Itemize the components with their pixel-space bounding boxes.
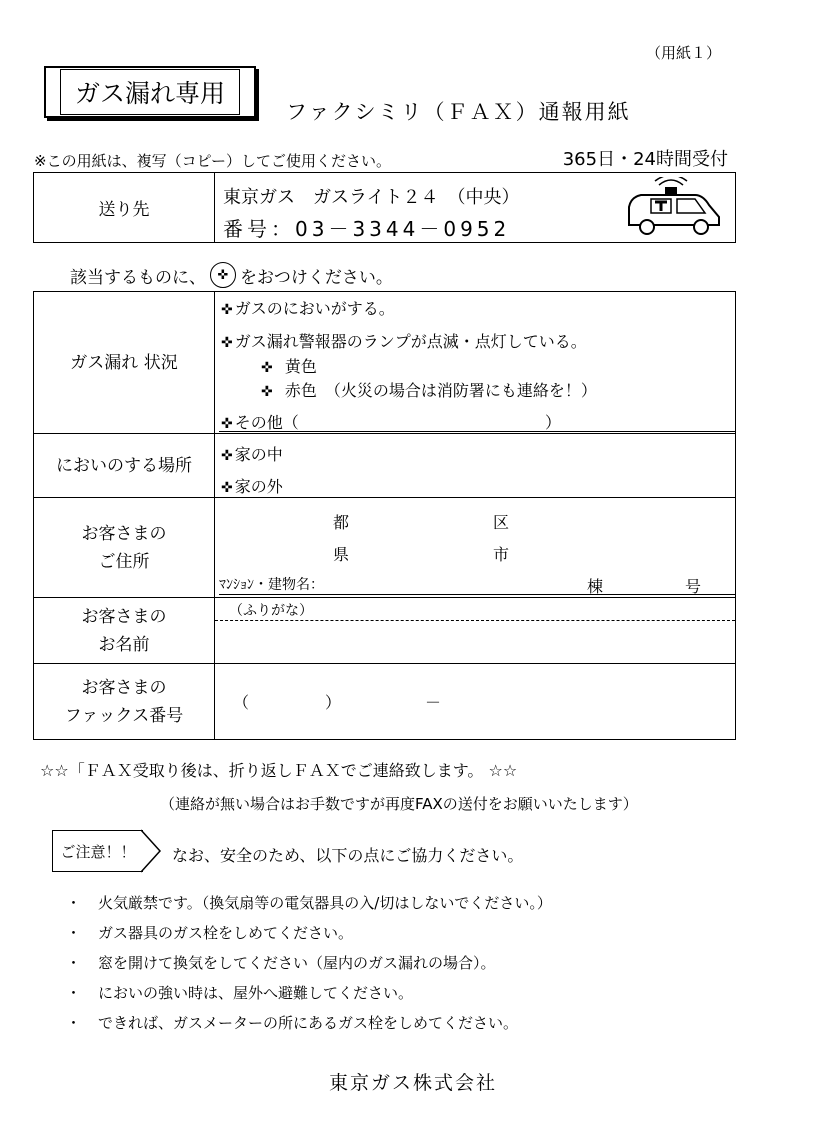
diamond-icon: ✜ (221, 335, 233, 351)
send-fax-number: 番号：03－3344－0952 (223, 217, 511, 241)
send-to-content (215, 173, 736, 243)
diamond-icon: ✜ (221, 448, 233, 464)
instruction-before: 該当するものに、 (70, 267, 206, 288)
list-item: ・ ガス器具のガス栓をしめてください。 (66, 924, 354, 942)
option-yellow[interactable]: ✜ 黄色 (261, 357, 317, 376)
send-destination: 東京ガス ガスライト２４ （中央） (223, 187, 520, 208)
name-furigana: （ふりがな） (229, 603, 313, 619)
diamond-icon: ✜ (221, 416, 233, 432)
option-red[interactable]: ✜ 赤色 （火災の場合は消防署にも連絡を！） (261, 381, 597, 400)
status-content (215, 292, 736, 434)
send-to-label: 送り先 (34, 173, 215, 243)
fax-label: お客さまの ファックス番号 (34, 664, 215, 740)
address-ken: 県 (333, 545, 350, 564)
form-number: （用紙１） (645, 44, 721, 62)
diamond-icon: ✜ (221, 480, 233, 496)
name-content[interactable] (215, 598, 736, 664)
caution-list (66, 893, 552, 1043)
send-to-table (33, 172, 736, 243)
mark-icon: ✜ (210, 262, 236, 288)
list-item: ・ 窓を開けて換気をしてください（屋内のガス漏れの場合）。 (66, 954, 496, 972)
form-subtitle: ファクシミリ（ＦＡＸ）通報用紙 (286, 100, 631, 124)
address-to: 都 (333, 513, 350, 532)
caution-intro: なお、安全のため、以下の点にご協力ください。 (172, 846, 524, 865)
status-label: ガス漏れ 状況 (34, 292, 215, 434)
option-other[interactable]: ✜ その他（ (221, 413, 299, 432)
resend-note: （連絡が無い場合はお手数ですが再度FAXの送付をお願いいたします） (160, 795, 638, 813)
company-name: 東京ガス株式会社 (328, 1072, 497, 1094)
address-content[interactable] (215, 498, 736, 598)
row-address (34, 498, 736, 598)
fax-content[interactable] (215, 664, 736, 740)
row-fax (34, 664, 736, 740)
diamond-icon: ✜ (261, 384, 273, 400)
service-hours: 365日・24時間受付 (562, 149, 728, 170)
option-alarm-lamp[interactable]: ✜ ガス漏れ警報器のランプが点滅・点灯している。 (221, 332, 587, 351)
list-item: ・ においの強い時は、屋外へ避難してください。 (66, 984, 414, 1002)
list-item: ・ 火気厳禁です。（換気扇等の電気器具の入/切はしないでください。） (66, 894, 552, 912)
address-shi: 市 (493, 545, 510, 564)
divider (219, 594, 735, 595)
name-label: お客さまの お名前 (34, 598, 215, 664)
divider (219, 431, 735, 432)
diamond-icon: ✜ (261, 360, 273, 376)
reply-note: ☆☆「ＦＡＸ受取り後は、折り返しＦＡＸでご連絡致します。 ☆☆ (40, 761, 518, 780)
option-gas-smell[interactable]: ✜ ガスのにおいがする。 (221, 299, 395, 318)
place-content (215, 434, 736, 498)
gas-service-van-icon (621, 177, 725, 239)
fax-open-paren: （ (233, 693, 250, 712)
address-label: お客さまの ご住所 (34, 498, 215, 598)
address-ku: 区 (493, 513, 510, 532)
row-place (34, 434, 736, 498)
caution-label: ご注意！！ (52, 830, 143, 872)
option-outside[interactable]: ✜ 家の外 (221, 477, 283, 496)
list-item: ・ できれば、ガスメーターの所にあるガス栓をしめてください。 (66, 1014, 519, 1032)
address-tou: 棟 (587, 577, 604, 596)
address-gou: 号 (685, 577, 702, 596)
title-box-text: ガス漏れ専用 (60, 69, 240, 115)
caution-arrow-icon (140, 829, 162, 873)
instruction-after: をおつけください。 (240, 267, 393, 288)
copy-note: ※この用紙は、複写（コピー）してご使用ください。 (34, 152, 391, 170)
diamond-icon: ✜ (221, 302, 233, 318)
row-status (34, 292, 736, 434)
fax-dash: － (425, 693, 442, 712)
option-other-close: ） (545, 413, 562, 432)
title-box (44, 66, 256, 118)
furigana-divider (215, 620, 735, 621)
report-table (33, 291, 736, 740)
row-name (34, 598, 736, 664)
option-inside[interactable]: ✜ 家の中 (221, 445, 283, 464)
address-building: ﾏﾝｼｮﾝ・建物名： (219, 577, 324, 593)
place-label: においのする場所 (34, 434, 215, 498)
fax-close-paren: ） (325, 693, 342, 712)
instruction (70, 262, 393, 288)
